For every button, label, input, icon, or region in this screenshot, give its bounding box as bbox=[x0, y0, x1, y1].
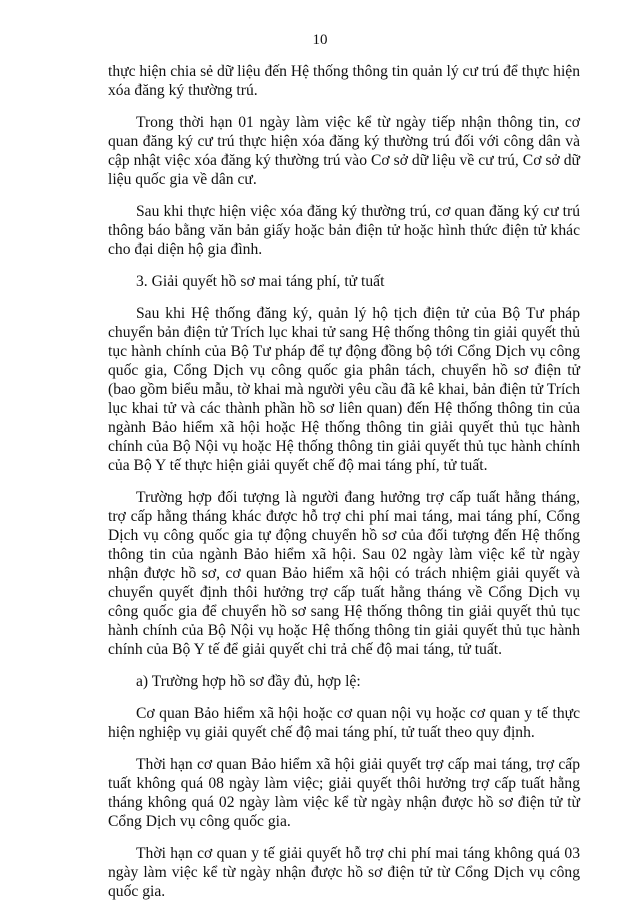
section-heading-funeral: 3. Giải quyết hồ sơ mai táng phí, tử tuất bbox=[136, 273, 385, 290]
page-number: 10 bbox=[312, 32, 328, 48]
paragraph-insurance-deadline: Thời hạn cơ quan Bảo hiểm xã hội giải quyết trợ cấp mai táng, trợ cấp tuất không quá 08 ngày làm việc; giải quyết thôi hưởng trợ cấp tuất hằng tháng không quá 02 ngày làm việc kể từ ngày nhận được hồ sơ điện tử từ Cổng Dịch vụ công quốc gia. bbox=[108, 756, 580, 830]
paragraph-transfer-records: Sau khi Hệ thống đăng ký, quản lý hộ tịch điện tử của Bộ Tư pháp chuyển bản điện tử Trích lục khai tử sang Hệ thống thông tin giải quyết thủ tục hành chính của Bộ Tư pháp để tự động đồng bộ tới Cổng Dịch vụ công quốc gia, Cổng Dịch vụ công quốc gia phân tách, chuyển hồ sơ điện tử (bao gồm biểu mẫu, tờ khai mà người yêu cầu đã kê khai, bản điện tử Trích lục khai tử và các thành phần hồ sơ liên quan) đến Hệ thống thông tin của ngành Bảo hiểm xã hội hoặc Hệ thống thông tin giải quyết thủ tục hành chính của Bộ Nội vụ hoặc Hệ thống thông tin giải quyết thủ tục hành chính của Bộ Y tế thực hiện giải quyết chế độ mai táng phí, tử tuất. bbox=[108, 305, 580, 474]
paragraph-residence-deadline: Trong thời hạn 01 ngày làm việc kể từ ngày tiếp nhận thông tin, cơ quan đăng ký cư trú thực hiện xóa đăng ký thường trú đối với công dân và cập nhật việc xóa đăng ký thường trú vào Cơ sở dữ liệu về cư trú, Cơ sở dữ liệu quốc gia về dân cư. bbox=[108, 114, 580, 188]
document-body bbox=[108, 62, 580, 914]
paragraph-continuation: thực hiện chia sẻ dữ liệu đến Hệ thống thông tin quản lý cư trú để thực hiện xóa đăng ký thường trú. bbox=[108, 63, 580, 99]
paragraph-notify-household: Sau khi thực hiện việc xóa đăng ký thường trú, cơ quan đăng ký cư trú thông báo bằng văn bản giấy hoặc bản điện tử hoặc hình thức điện tử khác cho đại diện hộ gia đình. bbox=[108, 203, 580, 258]
paragraph-agency-processing: Cơ quan Bảo hiểm xã hội hoặc cơ quan nội vụ hoặc cơ quan y tế thực hiện nghiệp vụ giải quyết chế độ mai táng phí, tử tuất theo quy định. bbox=[108, 705, 580, 741]
paragraph-health-deadline: Thời hạn cơ quan y tế giải quyết hỗ trợ chi phí mai táng không quá 03 ngày làm việc kể từ ngày nhận được hồ sơ điện tử từ Cổng Dịch vụ công quốc gia. bbox=[108, 845, 580, 900]
subheading-valid-records: a) Trường hợp hồ sơ đầy đủ, hợp lệ: bbox=[136, 673, 361, 690]
paragraph-monthly-allowance: Trường hợp đối tượng là người đang hưởng trợ cấp tuất hằng tháng, trợ cấp hằng tháng khác được hỗ trợ chi phí mai táng, mai táng phí, Cổng Dịch vụ công quốc gia tự động chuyển hồ sơ của đối tượng đến Hệ thống thông tin của ngành Bảo hiểm xã hội. Sau 02 ngày làm việc kể từ ngày nhận được hồ sơ, cơ quan Bảo hiểm xã hội có trách nhiệm giải quyết và chuyển quyết định thôi hưởng trợ cấp tuất hằng tháng về Cổng Dịch vụ công quốc gia để chuyển hồ sơ sang Hệ thống thông tin giải quyết thủ tục hành chính của Bộ Nội vụ hoặc Hệ thống thông tin giải quyết thủ tục hành chính của Bộ Y tế để giải quyết chi trả chế độ mai táng, tử tuất. bbox=[108, 489, 580, 658]
